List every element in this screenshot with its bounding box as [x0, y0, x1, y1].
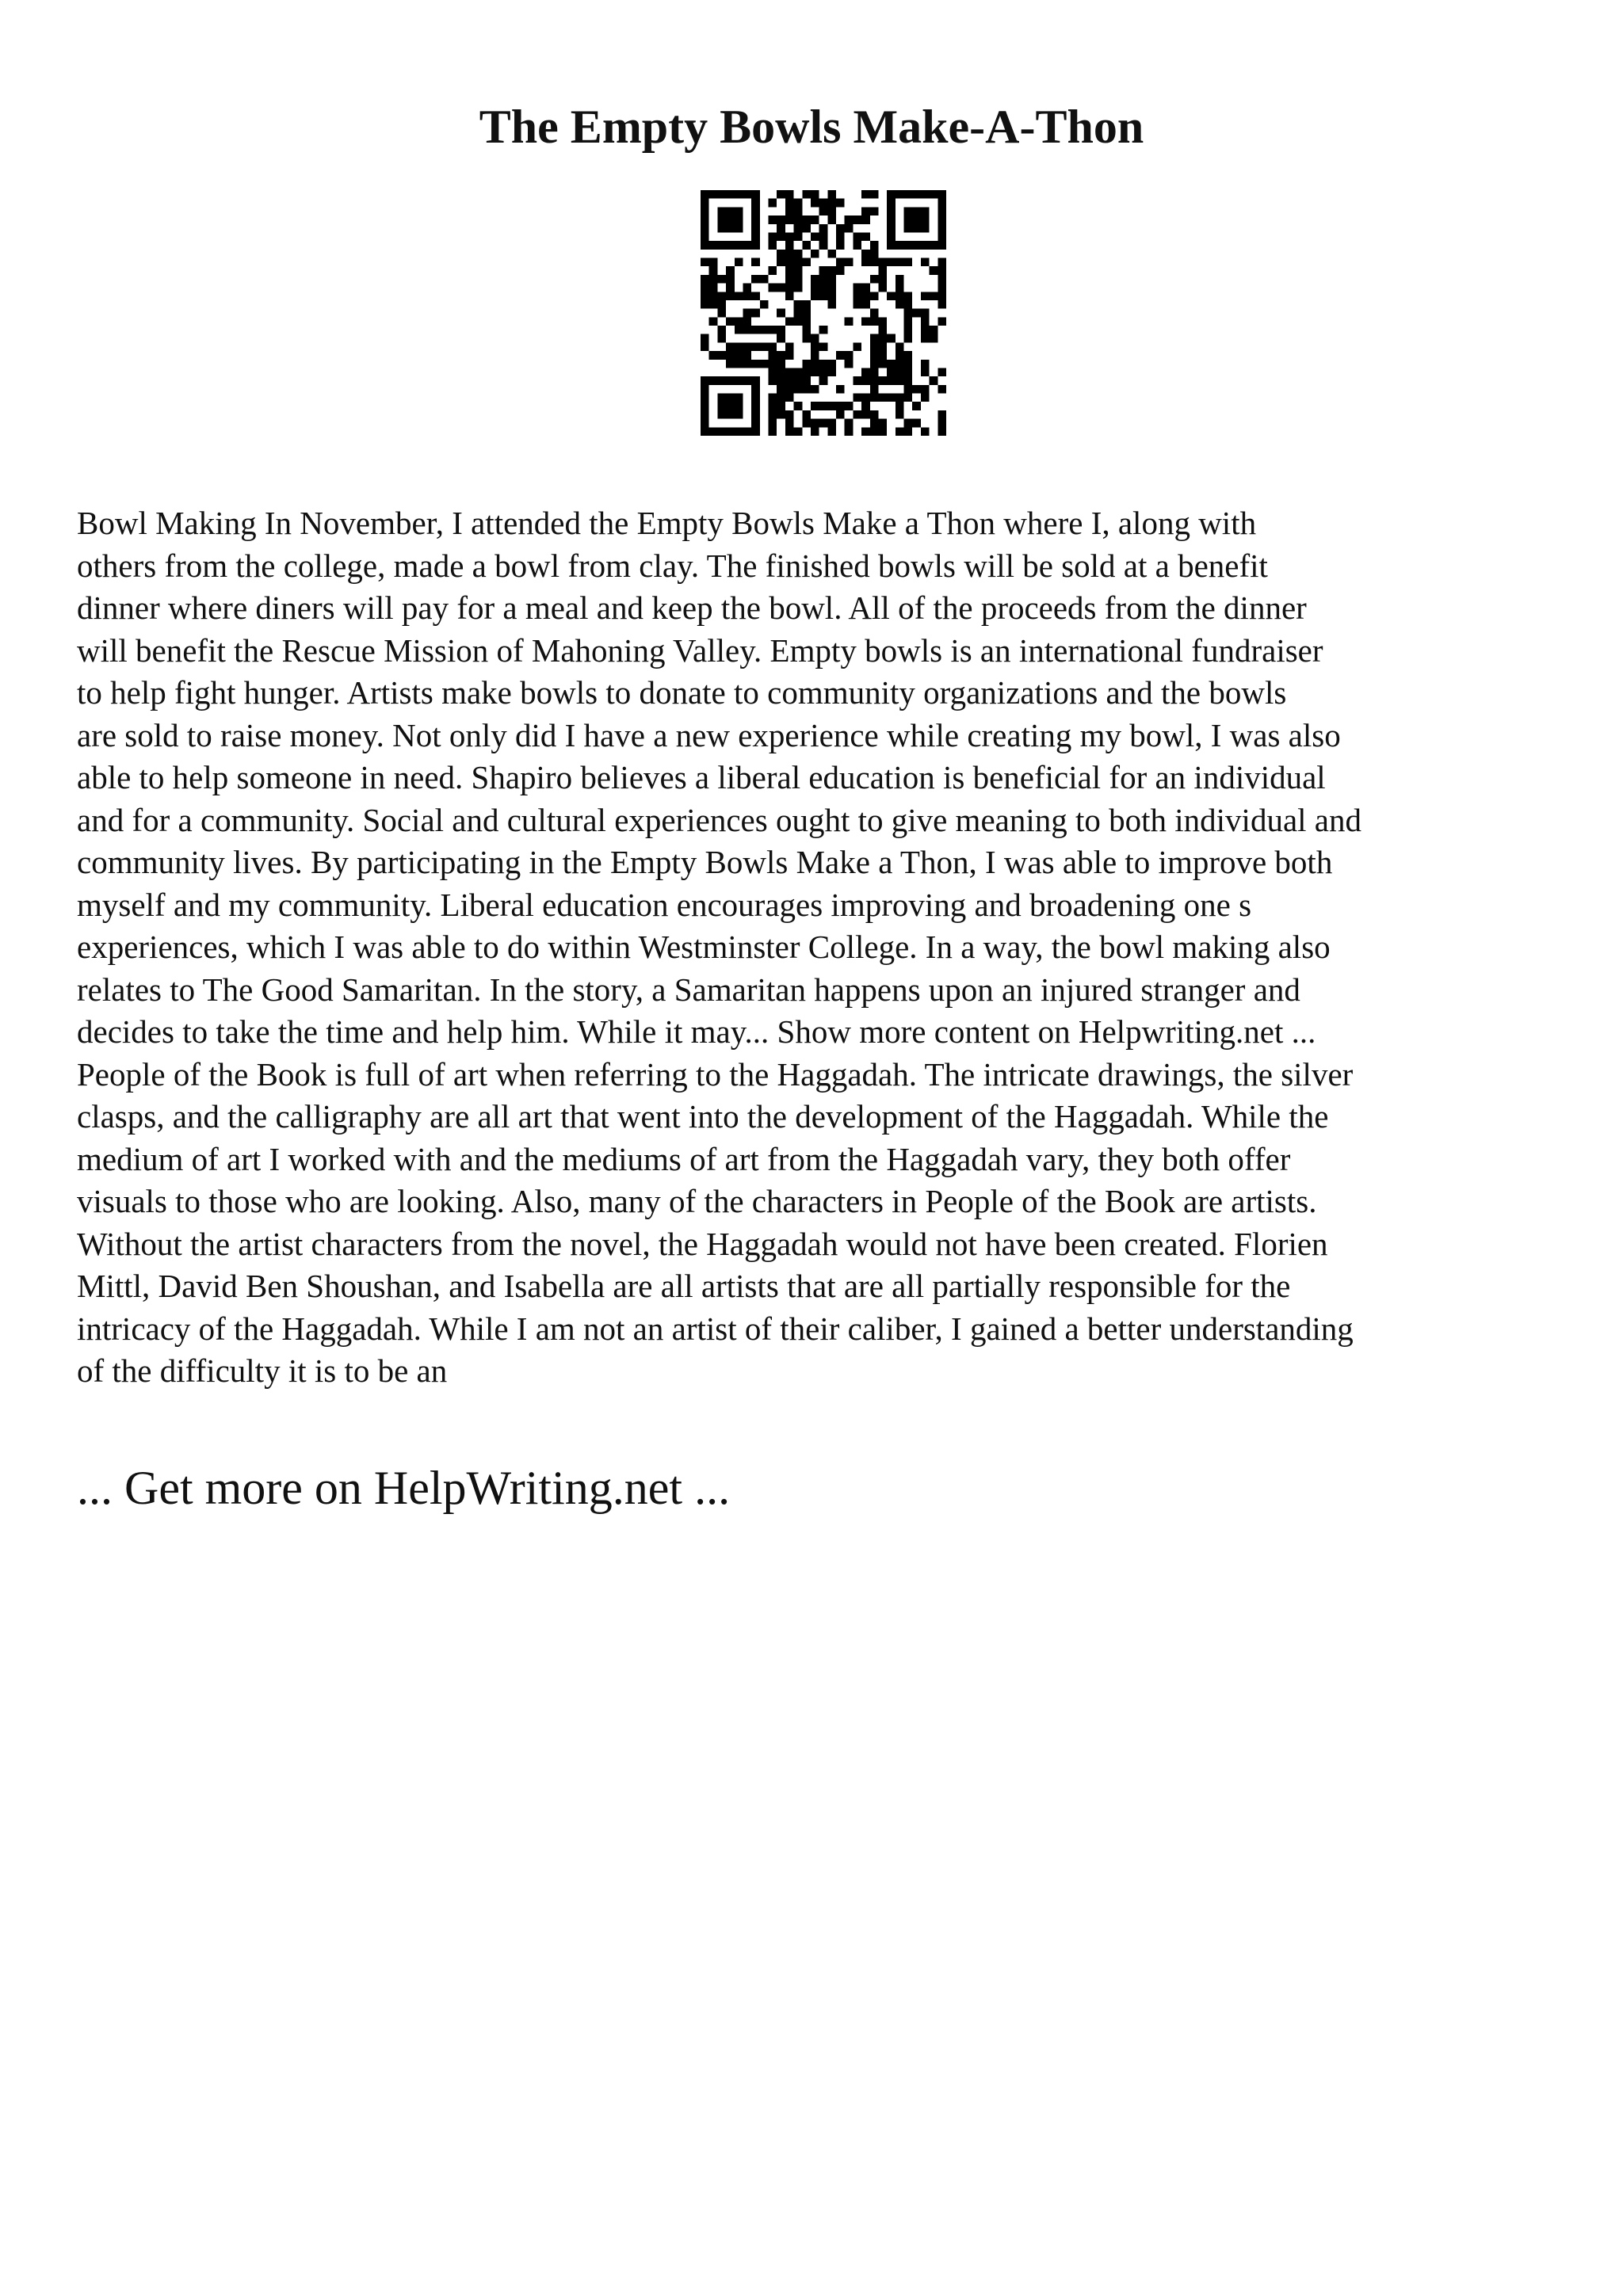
body-line: and for a community. Social and cultural experiences ought to give meaning to both individual and: [77, 801, 1361, 838]
body-line: able to help someone in need. Shapiro believes a liberal education is beneficial for an individual: [77, 759, 1326, 795]
body-line: to help fight hunger. Artists make bowls to donate to community organizations and the bowls: [77, 674, 1287, 711]
body-line: community lives. By participating in the Empty Bowls Make a Thon, I was able to improve both: [77, 844, 1333, 880]
body-line: People of the Book is full of art when referring to the Haggadah. The intricate drawings, the silver: [77, 1055, 1354, 1093]
body-line: clasps, and the calligraphy are all art that went into the development of the Haggadah. While the: [77, 1098, 1329, 1135]
document-title: The Empty Bowls Make-A-Thon: [479, 101, 1144, 153]
body-line: Without the artist characters from the novel, the Haggadah would not have been created. Florien: [77, 1225, 1328, 1262]
body-line: medium of art I worked with and the mediums of art from the Haggadah vary, they both offer: [77, 1140, 1291, 1177]
body-line: Mittl, David Ben Shoushan, and Isabella are all artists that are all partially responsible for the: [77, 1268, 1291, 1304]
body-text: [77, 502, 1559, 1393]
body-line: decides to take the time and help him. While it may... Show more content on Helpwriting.net ...: [77, 1013, 1316, 1050]
body-line: others from the college, made a bowl from clay. The finished bowls will be sold at a benefit: [77, 547, 1268, 584]
body-line: myself and my community. Liberal education encourages improving and broadening one s: [77, 886, 1252, 923]
body-line: Bowl Making In November, I attended the Empty Bowls Make a Thon where I, along with: [77, 505, 1257, 541]
body-line: will benefit the Rescue Mission of Mahoning Valley. Empty bowls is an international fundraiser: [77, 631, 1323, 669]
body-line: of the difficulty it is to be an: [77, 1352, 448, 1389]
body-line: dinner where diners will pay for a meal and keep the bowl. All of the proceeds from the dinner: [77, 589, 1307, 626]
get-more-link[interactable]: ... Get more on HelpWriting.net ...: [77, 1462, 731, 1514]
body-line: visuals to those who are looking. Also, many of the characters in People of the Book are artists.: [77, 1183, 1317, 1219]
body-line: intricacy of the Haggadah. While I am not an artist of their caliber, I gained a better understanding: [77, 1310, 1354, 1347]
body-line: experiences, which I was able to do within Westminster College. In a way, the bowl making also: [77, 929, 1331, 965]
body-line: relates to The Good Samaritan. In the story, a Samaritan happens upon an injured stranger and: [77, 971, 1300, 1008]
qr-code-icon[interactable]: [701, 190, 946, 436]
body-line: are sold to raise money. Not only did I have a new experience while creating my bowl, I was also: [77, 716, 1341, 753]
